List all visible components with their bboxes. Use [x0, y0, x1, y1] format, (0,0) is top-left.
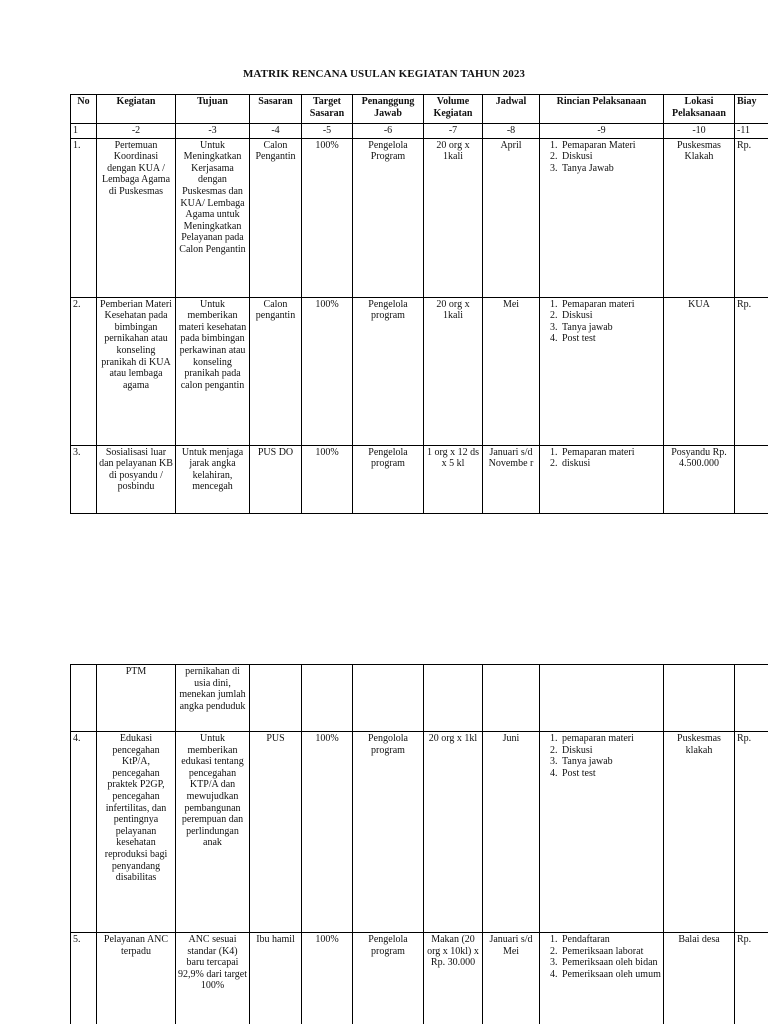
header-cell: No: [71, 95, 97, 124]
row-rincian: [540, 297, 664, 445]
row-tujuan: Untuk memberikan edukasi tentang pencegahan KTP/A dan mewujudkan pembangunan perempuan dan perlindungan anak: [176, 732, 250, 933]
list-item: 3. Tanya jawab: [560, 756, 661, 768]
row-lokasi: Balai desa: [664, 933, 735, 1024]
row-rincian: [540, 732, 664, 933]
list-item: 1. Pemaparan Materi: [560, 140, 661, 152]
row-volume: 1 org x 12 ds x 5 kl: [424, 445, 483, 513]
row-biaya: Rp.: [735, 297, 768, 445]
row-tujuan: ANC sesuai standar (K4) baru tercapai 92,9% dari target 100%: [176, 933, 250, 1024]
list-item: 4. Post test: [560, 768, 661, 780]
list-item: 3. Pemeriksaan oleh bidan: [560, 957, 661, 969]
list-item: 2. Diskusi: [560, 151, 661, 163]
header-cell: Volume Kegiatan: [424, 95, 483, 124]
row-penanggung-jawab: Pengolola program: [353, 732, 424, 933]
row-sasaran: Calon pengantin: [250, 297, 302, 445]
row-jadwal: Januari s/d Novembe r: [483, 445, 540, 513]
row-penanggung-jawab: Pengelola program: [353, 445, 424, 513]
row-target: 100%: [302, 297, 353, 445]
row-no: 4.: [71, 732, 97, 933]
row-tujuan: pernikahan di usia dini, menekan jumlah angka penduduk: [176, 665, 250, 732]
row-kegiatan: Pertemuan Koordinasi dengan KUA / Lembaga Agama di Puskesmas: [97, 138, 176, 297]
header-row: [71, 95, 768, 124]
row-no: 2.: [71, 297, 97, 445]
row-penanggung-jawab: Pengelola program: [353, 933, 424, 1024]
header-cell: Rincian Pelaksanaan: [540, 95, 664, 124]
number-cell: -5: [302, 124, 353, 139]
numbering-row: [71, 124, 768, 139]
row-target: 100%: [302, 732, 353, 933]
list-item: 2. Pemeriksaan laborat: [560, 946, 661, 958]
row-volume: 20 org x 1kali: [424, 297, 483, 445]
row-kegiatan: PTM: [97, 665, 176, 732]
row-lokasi: KUA: [664, 297, 735, 445]
row-rincian: [540, 445, 664, 513]
number-cell: -8: [483, 124, 540, 139]
row-biaya: Rp.: [735, 138, 768, 297]
number-cell: -4: [250, 124, 302, 139]
header-cell: Jadwal: [483, 95, 540, 124]
row-tujuan: Untuk memberikan materi kesehatan pada bimbingan perkawinan atau konseling pranikah pada calon pengantin: [176, 297, 250, 445]
matrix-table-part-1: [70, 94, 768, 514]
header-cell: Sasaran: [250, 95, 302, 124]
row-no: 3.: [71, 445, 97, 513]
matrix-table-part-2: [70, 664, 768, 1024]
table-row: [71, 732, 768, 933]
row-volume: Makan (20 org x 10kl) x Rp. 30.000: [424, 933, 483, 1024]
row-biaya: Rp.: [735, 732, 768, 933]
list-item: 3. Tanya jawab: [560, 322, 661, 334]
header-cell: Tujuan: [176, 95, 250, 124]
table-row-continuation: [71, 665, 768, 732]
row-penanggung-jawab: Pengelola program: [353, 297, 424, 445]
list-item: 2. Diskusi: [560, 310, 661, 322]
header-cell: Penanggung Jawab: [353, 95, 424, 124]
row-lokasi: Puskesmas klakah: [664, 732, 735, 933]
row-tujuan: Untuk menjaga jarak angka kelahiran, mencegah: [176, 445, 250, 513]
row-kegiatan: Edukasi pencegahan KtP/A, pencegahan praktek P2GP, pencegahan infertilitas, dan pentingnya pelayanan kesehatan reproduksi bagi penyandang disabilitas: [97, 732, 176, 933]
row-biaya: [735, 445, 768, 513]
table-row: [71, 297, 768, 445]
row-volume: 20 org x 1kl: [424, 732, 483, 933]
list-item: 2. diskusi: [560, 458, 661, 470]
header-cell: Biay: [735, 95, 768, 124]
row-sasaran: PUS: [250, 732, 302, 933]
row-target: 100%: [302, 138, 353, 297]
row-sasaran: Calon Pengantin: [250, 138, 302, 297]
list-item: 4. Pemeriksaan oleh umum: [560, 969, 661, 981]
row-lokasi: Posyandu Rp. 4.500.000: [664, 445, 735, 513]
document-title: MATRIK RENCANA USULAN KEGIATAN TAHUN 2023: [242, 68, 526, 80]
row-no: 1.: [71, 138, 97, 297]
list-item: 1. Pendaftaran: [560, 934, 661, 946]
header-cell: Kegiatan: [97, 95, 176, 124]
table-row: [71, 445, 768, 513]
row-kegiatan: Pemberian Materi Kesehatan pada bimbingan pernikahan atau konseling pranikah di KUA atau lembaga agama: [97, 297, 176, 445]
number-cell: -3: [176, 124, 250, 139]
number-cell: -11: [735, 124, 768, 139]
list-item: 2. Diskusi: [560, 745, 661, 757]
row-no: 5.: [71, 933, 97, 1024]
list-item: 4. Post test: [560, 333, 661, 345]
header-cell: Target Sasaran: [302, 95, 353, 124]
number-cell: 1: [71, 124, 97, 139]
list-item: 1. Pemaparan materi: [560, 299, 661, 311]
row-lokasi: Puskesmas Klakah: [664, 138, 735, 297]
row-rincian: [540, 138, 664, 297]
list-item: 3. Tanya Jawab: [560, 163, 661, 175]
row-rincian: [540, 933, 664, 1024]
row-tujuan: Untuk Meningkatkan Kerjasama dengan Puskesmas dan KUA/ Lembaga Agama untuk Meningkatkan Pelayanan pada Calon Pengantin: [176, 138, 250, 297]
row-volume: 20 org x 1kali: [424, 138, 483, 297]
number-cell: -9: [540, 124, 664, 139]
row-target: 100%: [302, 445, 353, 513]
number-cell: -7: [424, 124, 483, 139]
row-penanggung-jawab: Pengelola Program: [353, 138, 424, 297]
row-jadwal: Mei: [483, 297, 540, 445]
table-row: [71, 138, 768, 297]
list-item: 1. Pemaparan materi: [560, 447, 661, 459]
number-cell: -10: [664, 124, 735, 139]
header-cell: Lokasi Pelaksanaan: [664, 95, 735, 124]
row-sasaran: PUS DO: [250, 445, 302, 513]
row-sasaran: Ibu hamil: [250, 933, 302, 1024]
number-cell: -2: [97, 124, 176, 139]
list-item: 1. pemaparan materi: [560, 733, 661, 745]
row-kegiatan: Sosialisasi luar dan pelayanan KB di posyandu / posbindu: [97, 445, 176, 513]
row-biaya: Rp.: [735, 933, 768, 1024]
row-jadwal: Juni: [483, 732, 540, 933]
number-cell: -6: [353, 124, 424, 139]
row-jadwal: April: [483, 138, 540, 297]
row-jadwal: Januari s/d Mei: [483, 933, 540, 1024]
row-kegiatan: Pelayanan ANC terpadu: [97, 933, 176, 1024]
row-target: 100%: [302, 933, 353, 1024]
table-row: [71, 933, 768, 1024]
